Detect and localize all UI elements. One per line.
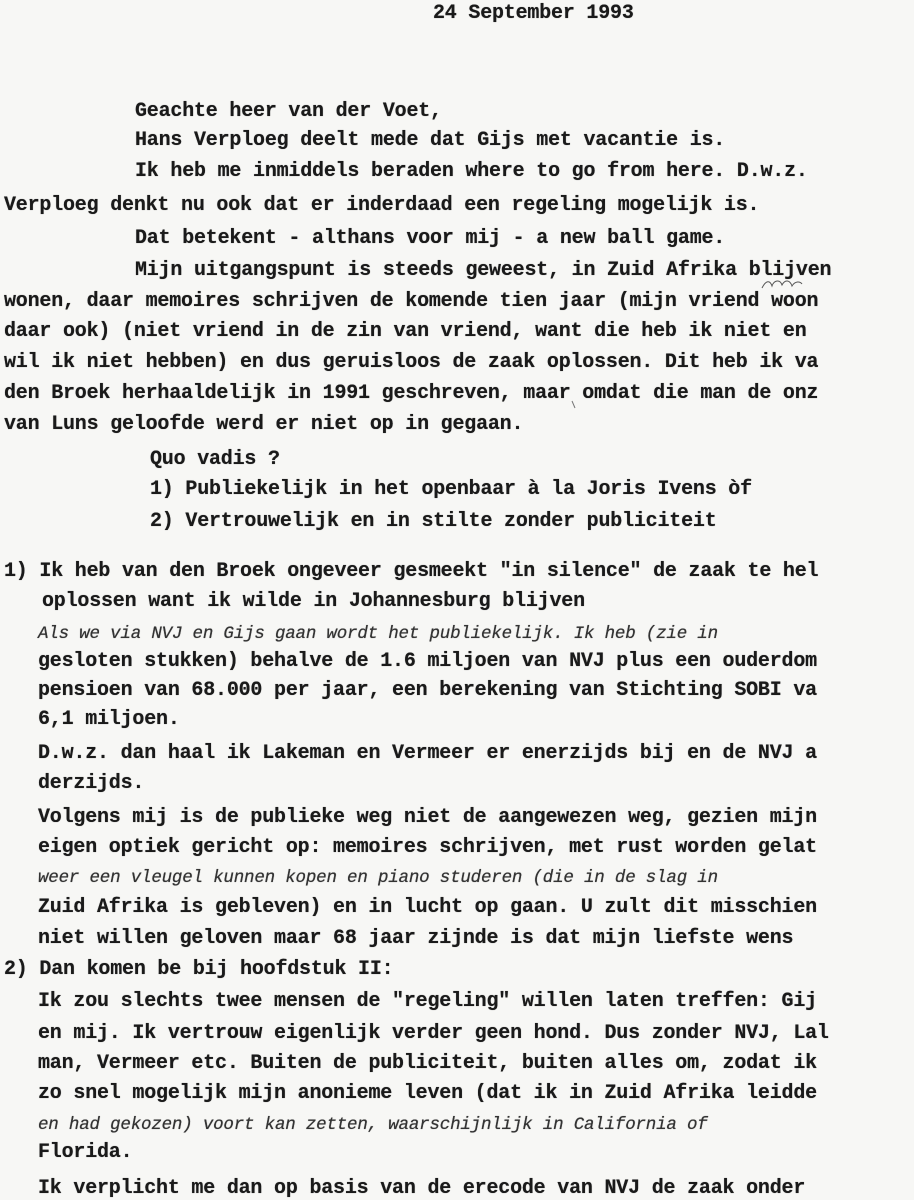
letter-line: man, Vermeer etc. Buiten de publiciteit, buiten alles om, zodat ik bbox=[38, 1052, 817, 1075]
letter-line: gesloten stukken) behalve de 1.6 miljoen van NVJ plus een ouderdom bbox=[38, 650, 817, 673]
letter-line: Ik heb me inmiddels beraden where to go from here. D.w.z. bbox=[135, 160, 808, 183]
letter-line: den Broek herhaaldelijk in 1991 geschreven, maar omdat die man de onz bbox=[4, 382, 819, 405]
letter-line: daar ook) (niet vriend in de zin van vriend, want die heb ik niet en bbox=[4, 320, 807, 343]
letter-line: Florida. bbox=[38, 1141, 133, 1164]
letter-line: derzijds. bbox=[38, 772, 145, 795]
letter-line: 1) Ik heb van den Broek ongeveer gesmeekt "in silence" de zaak te hel bbox=[4, 560, 819, 583]
letter-line: Zuid Afrika is gebleven) en in lucht op gaan. U zult dit misschien bbox=[38, 896, 817, 919]
letter-line: eigen optiek gericht op: memoires schrijven, met rust worden gelat bbox=[38, 836, 817, 859]
letter-line: Volgens mij is de publieke weg niet de aangewezen weg, gezien mijn bbox=[38, 806, 817, 829]
letter-line: weer een vleugel kunnen kopen en piano studeren (die in de slag in bbox=[38, 868, 718, 888]
letter-line: Verploeg denkt nu ook dat er inderdaad een regeling mogelijk is. bbox=[4, 194, 760, 217]
letter-line: en had gekozen) voort kan zetten, waarschijnlijk in California of bbox=[38, 1115, 708, 1135]
letter-line: van Luns geloofde werd er niet op in gegaan. bbox=[4, 413, 524, 436]
letter-line: Quo vadis ? bbox=[150, 448, 280, 471]
letter-line: Ik zou slechts twee mensen de "regeling" willen laten treffen: Gij bbox=[38, 990, 817, 1013]
letter-line: Dat betekent - althans voor mij - a new ball game. bbox=[135, 227, 726, 250]
letter-line: Ik verplicht me dan op basis van de erecode van NVJ de zaak onder bbox=[38, 1177, 806, 1200]
letter-line: en mij. Ik vertrouw eigenlijk verder geen hond. Dus zonder NVJ, Lal bbox=[38, 1022, 829, 1045]
letter-line: niet willen geloven maar 68 jaar zijnde is dat mijn liefste wens bbox=[38, 927, 794, 950]
letter-line: Mijn uitgangspunt is steeds geweest, in Zuid Afrika blijven bbox=[135, 259, 832, 282]
letter-line: wonen, daar memoires schrijven de komende tien jaar (mijn vriend woon bbox=[4, 290, 819, 313]
salutation: Geachte heer van der Voet, bbox=[135, 100, 442, 123]
letter-line: oplossen want ik wilde in Johannesburg blijven bbox=[42, 590, 585, 613]
letter-line: 6,1 miljoen. bbox=[38, 708, 180, 731]
stray-mark-icon bbox=[570, 400, 578, 410]
letter-line: Als we via NVJ en Gijs gaan wordt het publiekelijk. Ik heb (zie in bbox=[38, 624, 718, 644]
letter-line: zo snel mogelijk mijn anonieme leven (dat ik in Zuid Afrika leidde bbox=[38, 1082, 817, 1105]
letter-date: 24 September 1993 bbox=[433, 2, 634, 25]
letter-line: pensioen van 68.000 per jaar, een berekening van Stichting SOBI va bbox=[38, 679, 817, 702]
letter-line: 2) Dan komen be bij hoofdstuk II: bbox=[4, 958, 394, 981]
letter-line: D.w.z. dan haal ik Lakeman en Vermeer er enerzijds bij en de NVJ a bbox=[38, 742, 817, 765]
letter-line: Hans Verploeg deelt mede dat Gijs met vacantie is. bbox=[135, 129, 726, 152]
letter-line: 2) Vertrouwelijk en in stilte zonder publiciteit bbox=[150, 510, 717, 533]
letter-line: 1) Publiekelijk in het openbaar à la Joris Ivens òf bbox=[150, 478, 752, 501]
handwritten-correction-icon bbox=[760, 276, 804, 292]
letter-line: wil ik niet hebben) en dus geruisloos de zaak oplossen. Dit heb ik va bbox=[4, 351, 819, 374]
